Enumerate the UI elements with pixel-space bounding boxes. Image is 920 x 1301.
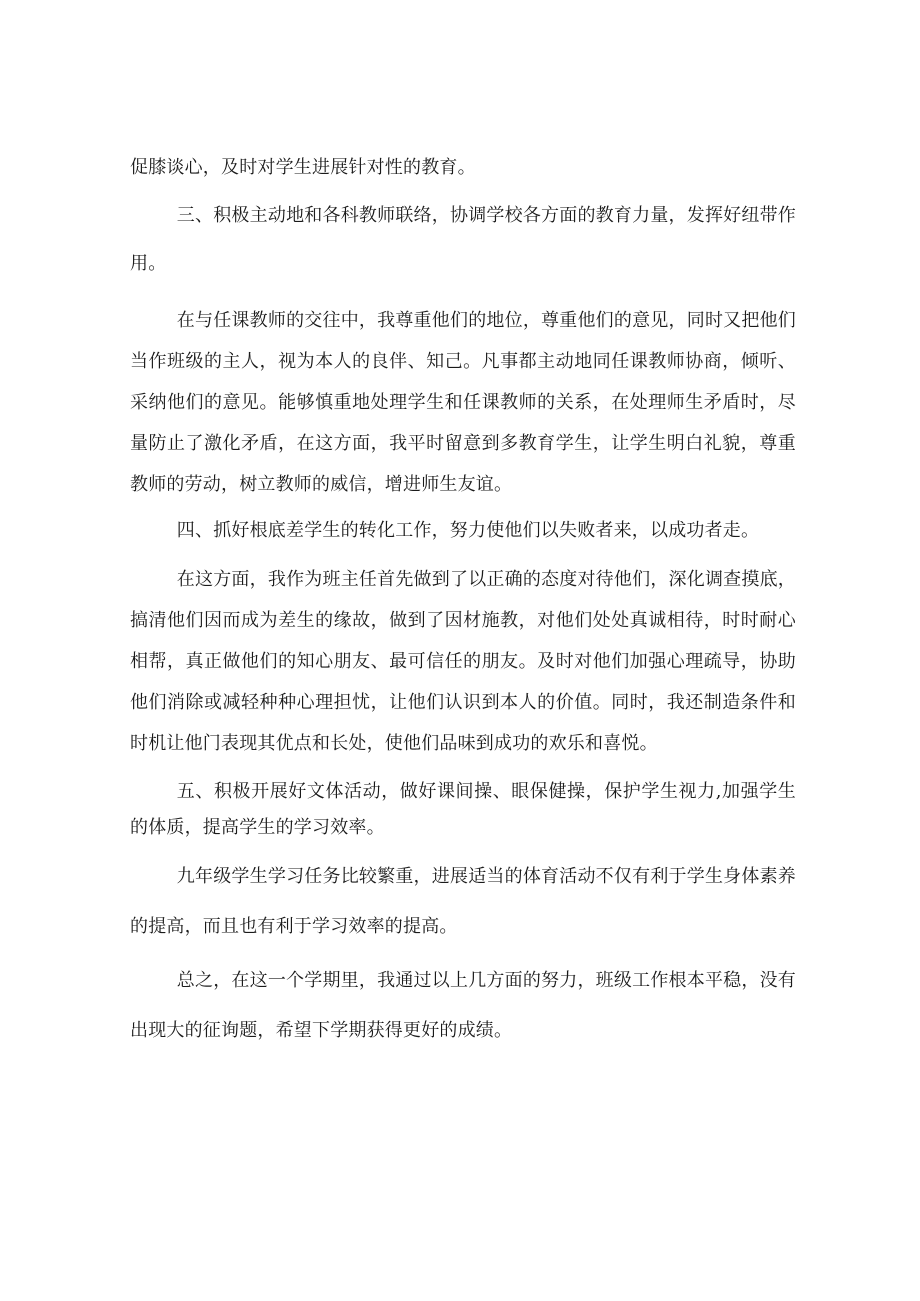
- paragraph-4: 四、抓好根底差学生的转化工作，努力使他们以失败者来，以成功者走。: [176, 520, 760, 541]
- document-body: [130, 148, 796, 1056]
- paragraph-1: 促膝谈心，及时对学生进展针对性的教育。: [130, 157, 476, 178]
- paragraph-6: 五、积极开展好文体活动，做好课间操、眼保健操，保护学生视力,加强学生的体质，提高学生的学习效率。: [130, 781, 796, 838]
- paragraph-7: 九年级学生学习任务比较繁重，进展适当的体育活动不仅有利于学生身体素养的提高，而且也有利于学习效率的提高。: [130, 866, 796, 937]
- paragraph-5: 在这方面，我作为班主任首先做到了以正确的态度对待他们，深化调查摸底，搞清他们因而成为差生的缘故，做到了因材施教，对他们处处真诚相待，时时耐心相帮，真正做他们的知心朋友、最可信任的朋友。及时对他们加强心理疏导，协助他们消除或减轻种种心理担忧，让他们认识到本人的价值。同时，我还制造条件和时机让他门表现其优点和长处，使他们品味到成功的欢乐和喜悦。: [130, 569, 796, 754]
- paragraph-2: 三、积极主动地和各科教师联络，协调学校各方面的教育力量，发挥好纽带作用。: [130, 205, 796, 274]
- paragraph-3: 在与任课教师的交往中，我尊重他们的地位，尊重他们的意见，同时又把他们当作班级的主人，视为本人的良伴、知己。凡事都主动地同任课教师协商，倾听、采纳他们的意见。能够慎重地处理学生和任课教师的关系，在处理师生矛盾时，尽量防止了激化矛盾，在这方面，我平时留意到多教育学生，让学生明白礼貌，尊重教师的劳动，树立教师的威信，增进师生友谊。: [130, 310, 796, 495]
- paragraph-8: 总之，在这一个学期里，我通过以上几方面的努力，班级工作根本平稳，没有出现大的征询题，希望下学期获得更好的成绩。: [130, 970, 796, 1041]
